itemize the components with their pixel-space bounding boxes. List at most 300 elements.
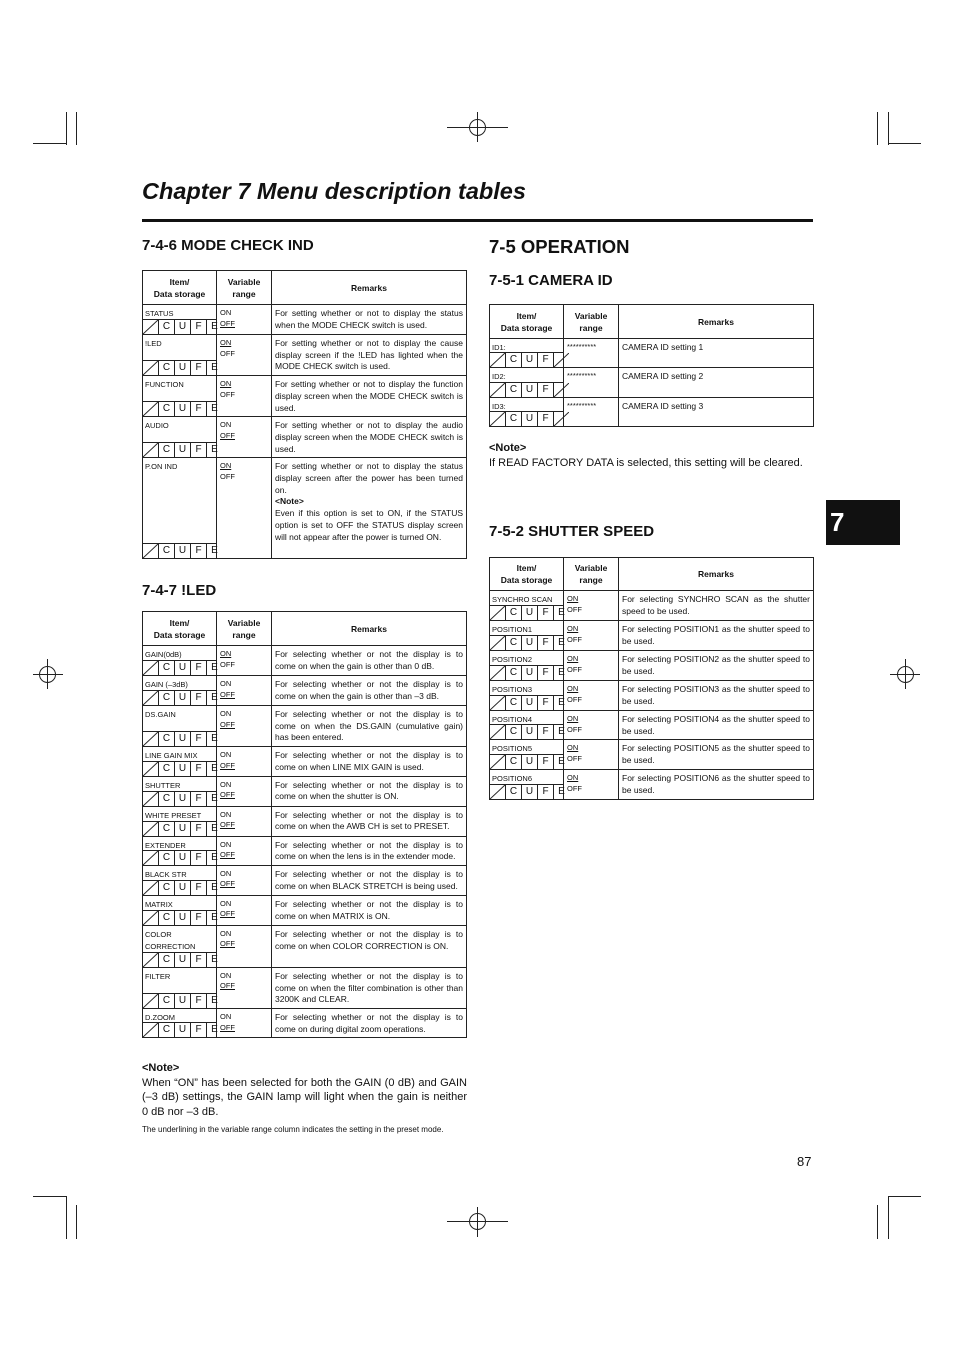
slash-icon xyxy=(143,851,159,865)
storage-flag: E xyxy=(558,786,565,798)
remarks xyxy=(272,895,467,925)
item-name: P.ON IND xyxy=(145,462,178,472)
item-name: POSITION3 xyxy=(492,685,533,694)
data-storage-flags xyxy=(490,754,563,769)
storage-flag: U xyxy=(522,696,538,710)
item-name: ID3: xyxy=(492,402,506,411)
table-row xyxy=(143,706,467,747)
variable-range xyxy=(217,335,272,376)
range-option: ON xyxy=(567,714,579,723)
range-option: OFF xyxy=(220,348,235,358)
remarks xyxy=(619,621,814,651)
slash-icon xyxy=(490,755,506,769)
note-7-4-7 xyxy=(142,1061,467,1119)
range-option: ON xyxy=(220,750,232,760)
data-storage-flags xyxy=(143,442,216,457)
storage-flag: F xyxy=(538,383,554,397)
remarks-text: CAMERA ID setting 3 xyxy=(622,401,704,411)
note-text: When “ON” has been selected for both the GAIN (0 dB) and GAIN (–3 dB) settings, the GAIN lamp will light when the gain is neither 0 dB nor –3 dB. xyxy=(142,1076,467,1118)
remarks xyxy=(272,458,467,559)
note-label: <Note> xyxy=(142,1062,180,1074)
table-row xyxy=(490,740,814,770)
item-name: POSITION4 xyxy=(492,715,533,724)
slash-icon xyxy=(143,732,159,746)
table-row xyxy=(490,591,814,621)
slash-icon xyxy=(490,725,506,739)
data-storage-flags xyxy=(490,382,563,397)
item-name: D.ZOOM xyxy=(145,1013,175,1023)
storage-flag: F xyxy=(191,544,207,558)
storage-flag: U xyxy=(522,725,538,739)
range-option: ON xyxy=(220,649,232,658)
item-name: SYNCHRO SCAN xyxy=(492,595,553,604)
storage-flag: C xyxy=(506,412,522,426)
chapter-title: Chapter 7 Menu description tables xyxy=(142,178,526,204)
storage-flag: F xyxy=(191,402,207,416)
item-name: GAIN(0dB) xyxy=(145,650,182,659)
slash-icon xyxy=(143,361,159,375)
item-name: POSITION6 xyxy=(492,774,533,784)
table-row xyxy=(143,925,467,967)
variable-range xyxy=(217,895,272,925)
range-option: ********** xyxy=(567,342,597,351)
variable-range xyxy=(564,339,619,368)
slash-icon xyxy=(143,822,159,836)
storage-flag: U xyxy=(175,911,191,925)
range-option: OFF xyxy=(567,634,582,644)
storage-flag: F xyxy=(191,691,207,705)
slash-icon xyxy=(490,696,506,710)
storage-flag: U xyxy=(175,762,191,776)
storage-flag: F xyxy=(191,762,207,776)
item-name: POSITION2 xyxy=(492,655,533,664)
range-option: ON xyxy=(220,1012,232,1022)
storage-flag: U xyxy=(175,792,191,806)
data-storage-flags xyxy=(490,352,563,367)
item-name: POSITION5 xyxy=(492,744,533,754)
range-option: ON xyxy=(220,970,232,980)
slash-icon xyxy=(143,881,159,895)
item-name: WHITE PRESET xyxy=(145,810,202,820)
section-title-7-5-2: 7-5-2 SHUTTER SPEED xyxy=(489,523,655,540)
table-row xyxy=(490,621,814,651)
data-storage-flags xyxy=(143,850,216,865)
storage-flag: C xyxy=(159,732,175,746)
storage-flag: E xyxy=(211,953,218,965)
footnote: The underlining in the variable range column indicates the setting in the preset mode. xyxy=(142,1125,444,1134)
storage-flag: C xyxy=(159,661,175,675)
header-range: Variable range xyxy=(217,612,272,646)
item-name: ID1: xyxy=(492,343,506,352)
table-row xyxy=(143,895,467,925)
storage-flag: C xyxy=(506,696,522,710)
range-option: ON xyxy=(220,420,232,430)
range-option: ON xyxy=(220,779,232,789)
storage-flag: U xyxy=(175,994,191,1008)
storage-flag: F xyxy=(191,320,207,334)
storage-flag: E xyxy=(211,762,218,774)
storage-flag: F xyxy=(538,755,554,769)
header-remarks: Remarks xyxy=(619,558,814,591)
storage-flag: U xyxy=(522,666,538,680)
range-option: OFF xyxy=(567,753,582,763)
data-storage-flags xyxy=(143,1022,216,1037)
remarks xyxy=(272,806,467,836)
storage-flag: F xyxy=(538,666,554,680)
table-row xyxy=(143,836,467,865)
data-storage-flags xyxy=(143,761,216,776)
range-option: OFF xyxy=(220,790,235,800)
table-row xyxy=(490,651,814,681)
storage-flag: E xyxy=(558,756,565,768)
data-storage-flags xyxy=(143,401,216,416)
remarks xyxy=(272,776,467,806)
remarks xyxy=(619,681,814,711)
remarks-text: CAMERA ID setting 1 xyxy=(622,342,704,352)
range-option: ON xyxy=(567,684,579,693)
range-option: ON xyxy=(220,308,232,317)
variable-range xyxy=(217,776,272,806)
storage-flag: E xyxy=(558,726,565,738)
data-storage-flags xyxy=(490,665,563,680)
data-storage-flags xyxy=(143,880,216,895)
storage-flag: F xyxy=(538,785,554,799)
data-storage-flags xyxy=(143,660,216,675)
storage-flag: E xyxy=(211,692,218,703)
table-row xyxy=(490,339,814,368)
note-7-5-1 xyxy=(489,441,814,470)
slash-icon xyxy=(490,636,506,650)
range-option: ON xyxy=(567,743,579,753)
range-option: OFF xyxy=(220,981,235,991)
storage-flag: E xyxy=(211,822,218,834)
data-storage-flags xyxy=(143,993,216,1008)
storage-flag: C xyxy=(506,636,522,650)
header-range: Variable range xyxy=(564,558,619,591)
remarks xyxy=(272,417,467,458)
variable-range xyxy=(217,865,272,895)
table-row xyxy=(143,865,467,895)
slash-icon xyxy=(143,402,159,416)
remarks xyxy=(619,770,814,800)
storage-flag: C xyxy=(159,953,175,967)
variable-range xyxy=(217,1009,272,1038)
storage-flag: U xyxy=(522,785,538,799)
remarks-text: For selecting whether or not the display is to come on when the shutter is ON. xyxy=(275,779,463,802)
remarks-text: For selecting POSITION5 as the shutter speed to be used. xyxy=(622,743,810,766)
variable-range xyxy=(564,591,619,621)
header-range: Variable range xyxy=(217,271,272,305)
table-row xyxy=(143,1009,467,1038)
remarks-text: For setting whether or not to display the audio display screen when the MODE CHECK switch is used. xyxy=(275,420,463,454)
header-item: Item/ Data storage xyxy=(490,305,564,339)
remarks xyxy=(619,368,814,398)
remarks xyxy=(272,305,467,335)
remarks-text: For selecting whether or not the display is to come on when LINE MIX GAIN is used. xyxy=(275,750,463,772)
variable-range xyxy=(217,417,272,458)
slash-icon xyxy=(143,994,159,1008)
storage-flag: E xyxy=(211,995,218,1007)
storage-flag: U xyxy=(522,383,538,397)
storage-flag: C xyxy=(159,822,175,836)
remarks-text: For setting whether or not to display the cause display screen if the !LED has lighted when the MODE CHECK switch is used. xyxy=(275,338,463,372)
remarks xyxy=(272,836,467,865)
range-option: ON xyxy=(567,624,579,633)
table-row xyxy=(143,747,467,776)
range-option: OFF xyxy=(220,820,235,830)
range-option: ON xyxy=(567,773,579,783)
storage-flag: U xyxy=(175,953,191,967)
storage-flag: F xyxy=(191,1023,207,1037)
range-option: OFF xyxy=(567,604,582,614)
storage-flag: U xyxy=(175,881,191,895)
remarks xyxy=(619,591,814,621)
slash-icon xyxy=(490,785,506,799)
data-storage-flags xyxy=(143,543,216,558)
remarks-text: For selecting whether or not the display is to come on when the lens is in the extender mode. xyxy=(275,839,463,862)
storage-flag: U xyxy=(175,732,191,746)
storage-flag: C xyxy=(159,994,175,1008)
data-storage-flags xyxy=(143,690,216,705)
range-option: OFF xyxy=(220,389,235,399)
item-name: MATRIX xyxy=(145,899,173,909)
storage-flag: U xyxy=(522,636,538,650)
range-option: OFF xyxy=(220,939,235,949)
storage-flag: U xyxy=(522,412,538,426)
remarks-note-text: Even if this option is set to ON, if the STATUS option is set to OFF the STATUS display screen will not appear after the power is turned ON. xyxy=(275,508,463,542)
data-storage-flags xyxy=(143,910,216,925)
variable-range xyxy=(217,925,272,967)
header-range: Variable range xyxy=(564,305,619,339)
data-storage-flags xyxy=(143,821,216,836)
range-option: OFF xyxy=(220,879,235,889)
table-row xyxy=(490,770,814,800)
range-option: ON xyxy=(220,461,232,471)
range-option: ON xyxy=(220,928,232,938)
slash-icon xyxy=(554,412,569,426)
storage-flag: E xyxy=(211,733,218,745)
data-storage-flags xyxy=(490,411,563,426)
data-storage-flags xyxy=(490,784,563,799)
range-option: OFF xyxy=(220,318,235,328)
variable-range xyxy=(217,646,272,676)
slash-icon xyxy=(143,792,159,806)
remarks xyxy=(272,925,467,967)
storage-flag: E xyxy=(211,851,218,863)
range-option: OFF xyxy=(220,689,235,699)
data-storage-flags xyxy=(143,791,216,806)
remarks-text: CAMERA ID setting 2 xyxy=(622,371,704,381)
slash-icon xyxy=(143,762,159,776)
storage-flag: C xyxy=(506,725,522,739)
remarks-text: For selecting whether or not the display is to come on when the filter combination is other than 3200K and CLEAR. xyxy=(275,970,463,1005)
table-row xyxy=(143,676,467,706)
remarks-text: For selecting whether or not the display is to come on when COLOR CORRECTION is ON. xyxy=(275,928,463,951)
storage-flag: U xyxy=(175,851,191,865)
storage-flag: C xyxy=(506,666,522,680)
remarks xyxy=(619,339,814,368)
storage-flag: F xyxy=(191,881,207,895)
variable-range xyxy=(564,770,619,800)
storage-flag: F xyxy=(538,353,554,367)
item-name: FILTER xyxy=(145,971,171,981)
storage-flag: C xyxy=(159,792,175,806)
storage-flag: C xyxy=(159,361,175,375)
range-option: ON xyxy=(220,679,232,688)
storage-flag: U xyxy=(175,402,191,416)
storage-flag: E xyxy=(211,911,218,923)
remarks xyxy=(272,747,467,776)
data-storage-flags xyxy=(143,319,216,334)
item-name: AUDIO xyxy=(145,421,169,431)
remarks xyxy=(272,646,467,676)
header-remarks: Remarks xyxy=(272,612,467,646)
storage-flag: C xyxy=(506,353,522,367)
slash-icon xyxy=(490,412,506,426)
table-row xyxy=(143,376,467,417)
remarks xyxy=(272,376,467,417)
variable-range xyxy=(217,806,272,836)
storage-flag: F xyxy=(191,994,207,1008)
remarks-text: For selecting whether or not the display is to come on when the AWB CH is set to PRESET. xyxy=(275,809,463,832)
storage-flag: F xyxy=(538,725,554,739)
remarks xyxy=(619,740,814,770)
range-option: OFF xyxy=(220,1022,235,1032)
storage-flag: E xyxy=(211,362,218,374)
remarks xyxy=(272,676,467,706)
item-name: FUNCTION xyxy=(145,380,184,390)
remarks xyxy=(272,1009,467,1038)
range-option: OFF xyxy=(220,430,235,440)
storage-flag: E xyxy=(558,607,565,618)
variable-range xyxy=(564,740,619,770)
storage-flag: U xyxy=(175,443,191,457)
range-option: ON xyxy=(220,868,232,878)
table-mode-check-ind xyxy=(142,270,467,559)
slash-icon xyxy=(143,1023,159,1037)
remarks-text: For setting whether or not to display the status when the MODE CHECK switch is used. xyxy=(275,308,463,330)
storage-flag: C xyxy=(159,544,175,558)
table-row xyxy=(490,398,814,427)
item-name: !LED xyxy=(145,339,162,348)
remarks-text: For selecting SYNCHRO SCAN as the shutter speed to be used. xyxy=(622,594,810,616)
chapter-tab: 7 xyxy=(826,500,900,545)
table-row xyxy=(490,711,814,740)
item-name: STATUS xyxy=(145,309,174,318)
variable-range xyxy=(217,458,272,559)
slash-icon xyxy=(143,443,159,457)
data-storage-flags xyxy=(490,695,563,710)
variable-range xyxy=(217,967,272,1008)
range-option: OFF xyxy=(220,909,235,919)
storage-flag: E xyxy=(211,1024,218,1036)
remarks xyxy=(272,865,467,895)
item-name: SHUTTER xyxy=(145,780,181,790)
storage-flag: U xyxy=(175,661,191,675)
storage-flag: C xyxy=(506,383,522,397)
section-title-7-4-7: 7-4-7 !LED xyxy=(142,582,217,599)
remarks-text: For setting whether or not to display the function display screen when the MODE CHECK switch is used. xyxy=(275,379,463,413)
slash-icon xyxy=(143,691,159,705)
storage-flag: U xyxy=(175,822,191,836)
storage-flag: C xyxy=(159,762,175,776)
table-led xyxy=(142,611,467,1038)
storage-flag: F xyxy=(191,661,207,675)
range-option: ON xyxy=(220,338,232,347)
range-option: OFF xyxy=(220,471,235,481)
storage-flag: F xyxy=(191,732,207,746)
storage-flag: U xyxy=(175,544,191,558)
remarks-text: For selecting POSITION3 as the shutter speed to be used. xyxy=(622,684,810,706)
remarks-text: For selecting whether or not the display is to come on when the DS.GAIN (cumulative gain) has been entered. xyxy=(275,709,463,743)
range-option: ON xyxy=(567,654,579,663)
storage-flag: E xyxy=(558,667,565,678)
storage-flag: U xyxy=(175,691,191,705)
storage-flag: U xyxy=(522,353,538,367)
table-row xyxy=(143,967,467,1008)
range-option: ON xyxy=(220,809,232,819)
range-option: ********** xyxy=(567,401,597,410)
storage-flag: E xyxy=(558,637,565,648)
section-title-7-5-1: 7-5-1 CAMERA ID xyxy=(489,272,613,289)
remarks xyxy=(272,335,467,376)
remarks xyxy=(272,967,467,1008)
storage-flag: F xyxy=(191,851,207,865)
variable-range xyxy=(564,651,619,681)
variable-range xyxy=(564,681,619,711)
data-storage-flags xyxy=(143,360,216,375)
remarks xyxy=(619,711,814,740)
storage-flag: F xyxy=(538,606,554,620)
storage-flag: F xyxy=(538,696,554,710)
storage-flag: E xyxy=(211,792,218,804)
slash-icon xyxy=(490,353,506,367)
variable-range xyxy=(217,676,272,706)
slash-icon xyxy=(143,911,159,925)
section-title-7-5: 7-5 OPERATION xyxy=(489,236,630,257)
table-row xyxy=(490,681,814,711)
storage-flag: C xyxy=(159,881,175,895)
item-name: DS.GAIN xyxy=(145,710,176,719)
slash-icon xyxy=(490,666,506,680)
range-option: ON xyxy=(220,898,232,908)
header-remarks: Remarks xyxy=(619,305,814,339)
range-option: OFF xyxy=(220,850,235,860)
storage-flag: C xyxy=(159,691,175,705)
variable-range xyxy=(217,376,272,417)
data-storage-flags xyxy=(490,605,563,620)
data-storage-flags xyxy=(490,635,563,650)
range-option: OFF xyxy=(567,724,582,734)
section-title-7-4-6: 7-4-6 MODE CHECK IND xyxy=(142,237,314,254)
title-rule xyxy=(142,219,813,222)
remarks xyxy=(619,651,814,681)
storage-flag: C xyxy=(159,320,175,334)
table-row xyxy=(490,368,814,398)
remarks-text: For selecting whether or not the display is to come on when MATRIX is ON. xyxy=(275,898,463,921)
slash-icon xyxy=(554,353,569,367)
range-option: OFF xyxy=(567,694,582,704)
storage-flag: E xyxy=(211,881,218,893)
header-item: Item/ Data storage xyxy=(143,612,217,646)
variable-range xyxy=(217,747,272,776)
storage-flag: C xyxy=(159,1023,175,1037)
header-remarks: Remarks xyxy=(272,271,467,305)
remarks xyxy=(272,706,467,747)
remarks-text: For selecting whether or not the display is to come on when the gain is other than –3 dB. xyxy=(275,679,463,701)
storage-flag: U xyxy=(522,606,538,620)
variable-range xyxy=(217,305,272,335)
